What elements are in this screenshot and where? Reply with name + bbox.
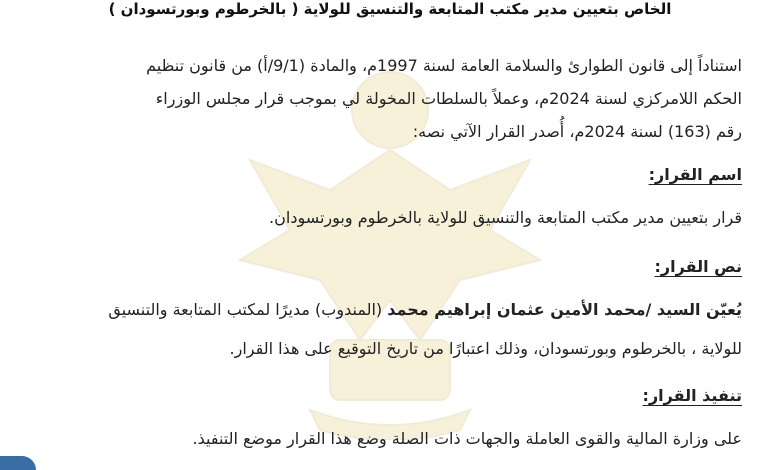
corner-mark bbox=[0, 456, 36, 470]
decision-name-heading: اسم القرار: bbox=[648, 165, 742, 184]
document-header: الخاص بتعيين مدير مكتب المتابعة والتنسيق للولاية ( بالخرطوم وبورتسودان ) bbox=[108, 0, 672, 18]
decision-text-line-2: للولاية ، بالخرطوم وبورتسودان، وذلك اعتبارًا من تاريخ التوقيع على هذا القرار. bbox=[229, 339, 742, 358]
decision-text-heading: نص القرار: bbox=[654, 257, 742, 276]
appointment-text: (المندوب) مديرًا لمكتب المتابعة والتنسيق bbox=[108, 300, 388, 319]
preamble-line-3: رقم (163) لسنة 2024م، أُصدر القرار الآتي نصه: bbox=[412, 122, 742, 141]
decision-name-text: قرار بتعيين مدير مكتب المتابعة والتنسيق للولاية بالخرطوم وبورتسودان. bbox=[269, 208, 742, 227]
execution-heading: تنفيذ القرار: bbox=[642, 386, 742, 405]
preamble-line-1: استناداً إلى قانون الطوارئ والسلامة العامة لسنة 1997م، والمادة (9/1/أ) من قانون تنظيم bbox=[146, 56, 742, 75]
decision-text-line-1 bbox=[30, 299, 742, 321]
appointee-name: يُعيّن السيد /محمد الأمين عثمان إبراهيم محمد bbox=[387, 300, 742, 319]
preamble-line-2: الحكم اللامركزي لسنة 2024م، وعملاً بالسلطات المخولة لي بموجب قرار مجلس الوزراء bbox=[155, 89, 742, 108]
execution-text: على وزارة المالية والقوى العاملة والجهات ذات الصلة وضع هذا القرار موضع التنفيذ. bbox=[192, 429, 742, 448]
